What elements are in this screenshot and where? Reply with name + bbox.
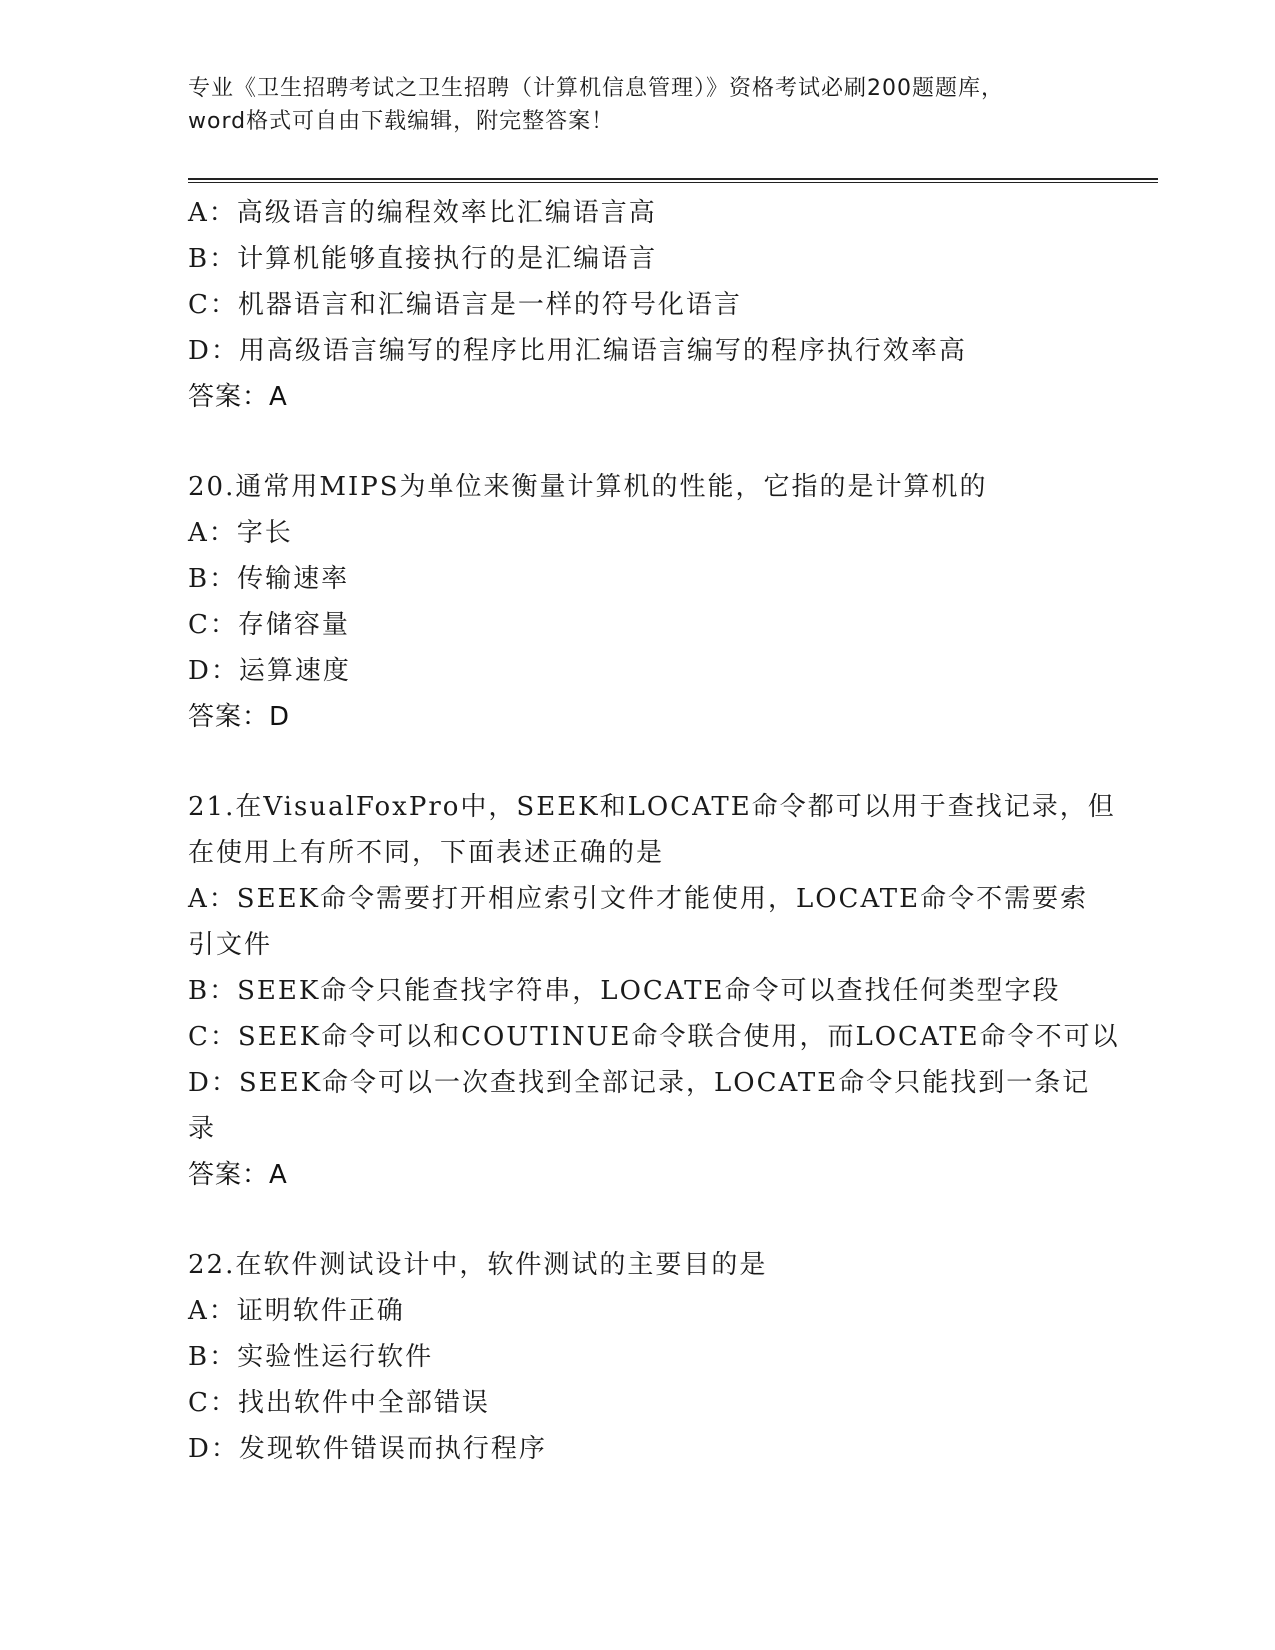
option-a-continued: 引文件	[188, 930, 273, 960]
option-a: A：SEEK命令需要打开相应索引文件才能使用，LOCATE命令不需要索	[188, 884, 1089, 914]
option-d-continued: 录	[188, 1114, 217, 1144]
spacer	[188, 420, 1088, 464]
option-c: C：机器语言和汇编语言是一样的符号化语言	[188, 290, 742, 320]
option-b: B：传输速率	[188, 564, 350, 594]
question-22	[188, 1242, 1088, 1472]
header-line-1: 专业《卫生招聘考试之卫生招聘（计算机信息管理）》资格考试必刷200题题库，	[188, 76, 1004, 101]
question-stem: 21.在VisualFoxPro中，SEEK和LOCATE命令都可以用于查找记录，但	[188, 792, 1116, 822]
question-stem: 22.在软件测试设计中，软件测试的主要目的是	[188, 1250, 768, 1280]
question-20	[188, 464, 1088, 740]
question-21	[188, 784, 1120, 1198]
spacer	[188, 740, 1088, 784]
option-d: D：运算速度	[188, 656, 351, 686]
question-stem: 20.通常用MIPS为单位来衡量计算机的性能，它指的是计算机的	[188, 472, 988, 502]
option-a: A：高级语言的编程效率比汇编语言高	[188, 198, 657, 228]
option-b: B：SEEK命令只能查找字符串，LOCATE命令可以查找任何类型字段	[188, 976, 1061, 1006]
option-a: A：字长	[188, 518, 293, 548]
header-line-2: word格式可自由下载编辑，附完整答案！	[188, 109, 615, 134]
option-c: C：存储容量	[188, 610, 350, 640]
question-list	[188, 190, 1120, 1472]
option-d: D：发现软件错误而执行程序	[188, 1434, 547, 1464]
option-c: C：SEEK命令可以和COUTINUE命令联合使用，而LOCATE命令不可以	[188, 1022, 1120, 1052]
question-stem-continued: 在使用上有所不同，下面表述正确的是	[188, 838, 665, 868]
option-d: D：SEEK命令可以一次查找到全部记录，LOCATE命令只能找到一条记	[188, 1068, 1091, 1098]
document-header	[188, 72, 1088, 138]
spacer	[188, 1198, 1088, 1242]
answer: 答案：A	[188, 382, 288, 412]
header-divider	[188, 178, 1158, 183]
option-c: C：找出软件中全部错误	[188, 1388, 490, 1418]
option-d: D：用高级语言编写的程序比用汇编语言编写的程序执行效率高	[188, 336, 967, 366]
option-a: A：证明软件正确	[188, 1296, 405, 1326]
answer: 答案：A	[188, 1160, 288, 1190]
option-b: B：实验性运行软件	[188, 1342, 434, 1372]
answer: 答案：D	[188, 702, 291, 732]
question-19	[188, 190, 1088, 420]
option-b: B：计算机能够直接执行的是汇编语言	[188, 244, 658, 274]
